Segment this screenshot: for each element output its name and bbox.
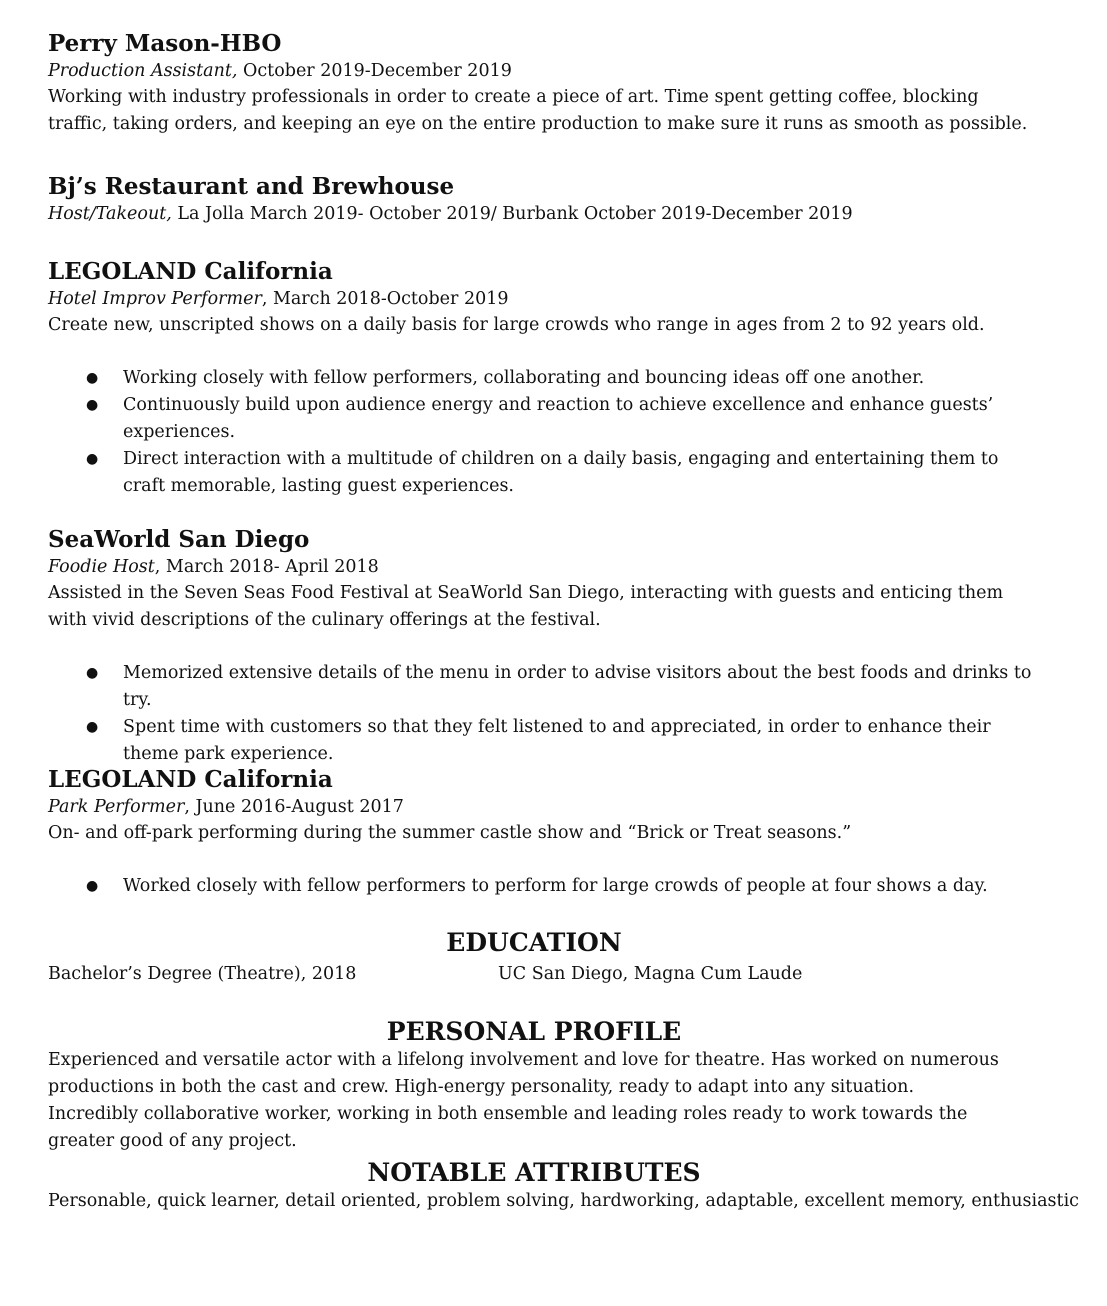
job-bullet-list — [48, 660, 1038, 768]
job-dates: , March 2018- April 2018 — [154, 557, 379, 577]
bullet-text: Working closely with fellow performers, collaborating and bouncing ideas off one another. — [123, 368, 925, 388]
job-dates: , June 2016-August 2017 — [184, 797, 404, 817]
job-employer: LEGOLAND California — [48, 258, 333, 285]
section-heading-attributes: NOTABLE ATTRIBUTES — [367, 1158, 701, 1187]
bullet-icon: ● — [86, 370, 99, 386]
profile-text: Experienced and versatile actor with a lifelong involvement and love for theatre. Has worked on numerous productions in both the cast and crew. High-energy personality, ready to adapt into any situation. Incredibly collaborative worker, working in both ensemble and leading roles ready to work towards the greater good of any project. — [48, 1050, 999, 1151]
education-row — [48, 961, 1038, 987]
bullet-text: Direct interaction with a multitude of children on a daily basis, engaging and entertaining them to craft memorable, lasting guest experiences. — [123, 449, 999, 496]
bullet-icon: ● — [86, 719, 99, 735]
job-role-dates — [48, 201, 1038, 227]
job-role: Host/Takeout, — [48, 204, 172, 224]
job-description: Working with industry professionals in order to create a piece of art. Time spent getting coffee, blocking traffic, taking orders, and keeping an eye on the entire production to make sure it runs as smooth as possible. — [48, 87, 1028, 134]
bullet-text: Continuously build upon audience energy and reaction to achieve excellence and enhance guests’ experiences. — [123, 395, 994, 442]
job-employer: SeaWorld San Diego — [48, 526, 310, 553]
list-item — [48, 446, 1008, 500]
job-role-dates — [48, 554, 1038, 580]
bullet-text: Spent time with customers so that they felt listened to and appreciated, in order to enhance their theme park experience. — [123, 717, 991, 764]
list-item — [48, 365, 1008, 392]
job-role: Hotel Improv Performer — [48, 289, 262, 309]
list-item — [48, 392, 1008, 446]
job-role-dates — [48, 58, 1038, 84]
education-school: UC San Diego, Magna Cum Laude — [498, 964, 803, 984]
job-description: Assisted in the Seven Seas Food Festival at SeaWorld San Diego, interacting with guests and enticing them with vivid descriptions of the culinary offerings at the festival. — [48, 583, 1004, 630]
job-dates: , March 2018-October 2019 — [261, 289, 509, 309]
job-role: Production Assistant, — [48, 61, 238, 81]
job-role-dates — [48, 794, 1038, 820]
job-description: Create new, unscripted shows on a daily basis for large crowds who range in ages from 2 to 92 years old. — [48, 315, 985, 335]
job-role: Foodie Host — [48, 557, 155, 577]
job-bullet-list — [48, 365, 1008, 500]
bullet-icon: ● — [86, 878, 99, 894]
job-role-dates — [48, 286, 1038, 312]
job-entry — [48, 766, 1038, 900]
list-item — [48, 714, 1038, 768]
education-degree: Bachelor’s Degree (Theatre), 2018 — [48, 964, 357, 984]
job-entry — [48, 30, 1038, 138]
bullet-icon: ● — [86, 397, 99, 413]
section-heading-education: EDUCATION — [446, 928, 622, 957]
bullet-icon: ● — [86, 665, 99, 681]
bullet-text: Worked closely with fellow performers to perform for large crowds of people at four shows a day. — [123, 876, 988, 896]
job-employer: Perry Mason-HBO — [48, 30, 282, 57]
bullet-text: Memorized extensive details of the menu in order to advise visitors about the best foods and drinks to try. — [123, 663, 1032, 710]
job-entry — [48, 526, 1038, 768]
job-employer: LEGOLAND California — [48, 766, 333, 793]
bullet-icon: ● — [86, 451, 99, 467]
section-heading-profile: PERSONAL PROFILE — [386, 1017, 682, 1046]
list-item — [48, 873, 1038, 900]
job-description: On- and off-park performing during the summer castle show and “Brick or Treat seasons.” — [48, 823, 852, 843]
education-section — [48, 928, 1038, 987]
attributes-section — [48, 1158, 1079, 1215]
job-entry — [48, 173, 1038, 227]
profile-section — [48, 1017, 1038, 1155]
list-item — [48, 660, 1038, 714]
attributes-text: Personable, quick learner, detail oriented, problem solving, hardworking, adaptable, excellent memory, enthusiastic — [48, 1191, 1079, 1211]
job-employer: Bj’s Restaurant and Brewhouse — [48, 173, 455, 200]
job-role: Park Performer — [48, 797, 185, 817]
job-bullet-list — [48, 873, 1038, 900]
job-dates: October 2019-December 2019 — [237, 61, 512, 81]
job-dates: La Jolla March 2019- October 2019/ Burbank October 2019-December 2019 — [171, 204, 853, 224]
job-entry — [48, 258, 1038, 500]
